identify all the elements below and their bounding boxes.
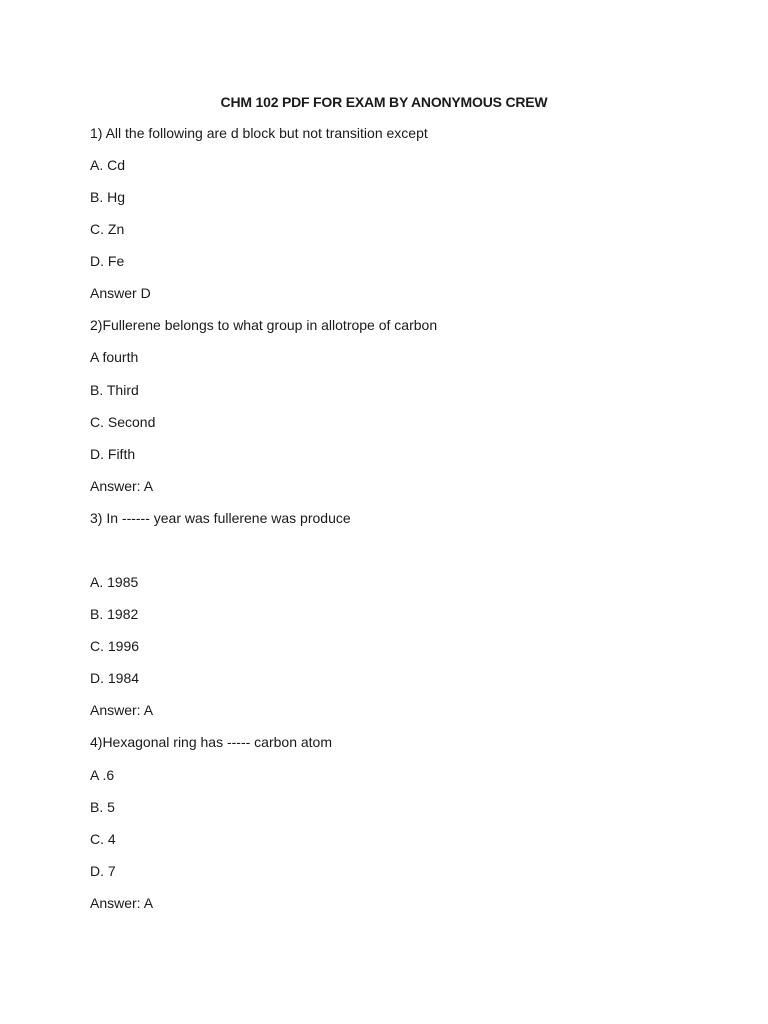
- question-1-option-d: D. Fe: [90, 253, 125, 269]
- question-3-option-d: D. 1984: [90, 670, 140, 686]
- question-1-answer: Answer D: [90, 285, 151, 301]
- question-4-option-d: D. 7: [90, 863, 116, 879]
- question-4-text: 4)Hexagonal ring has ----- carbon atom: [90, 734, 332, 750]
- question-4-option-a: A .6: [90, 767, 115, 783]
- question-2-option-b: B. Third: [90, 382, 139, 398]
- question-1-option-b: B. Hg: [90, 189, 126, 205]
- question-2-answer: Answer: A: [90, 478, 154, 494]
- question-4-answer: Answer: A: [90, 895, 154, 911]
- question-1-option-a: A. Cd: [90, 157, 126, 173]
- document-title: CHM 102 PDF FOR EXAM BY ANONYMOUS CREW: [220, 94, 548, 110]
- question-3-option-a: A. 1985: [90, 574, 139, 590]
- question-1-option-c: C. Zn: [90, 221, 125, 237]
- question-4-option-c: C. 4: [90, 831, 116, 847]
- question-4-option-b: B. 5: [90, 799, 115, 815]
- question-2-option-c: C. Second: [90, 414, 156, 430]
- question-1-text: 1) All the following are d block but not transition except: [90, 125, 428, 141]
- question-2-option-d: D. Fifth: [90, 446, 136, 462]
- question-3-text: 3) In ------ year was fullerene was produce: [90, 510, 351, 526]
- question-3-option-b: B. 1982: [90, 606, 139, 622]
- question-2-option-a: A fourth: [90, 349, 139, 365]
- question-3-answer: Answer: A: [90, 702, 154, 718]
- question-3-option-c: C. 1996: [90, 638, 140, 654]
- question-2-text: 2)Fullerene belongs to what group in allotrope of carbon: [90, 317, 438, 333]
